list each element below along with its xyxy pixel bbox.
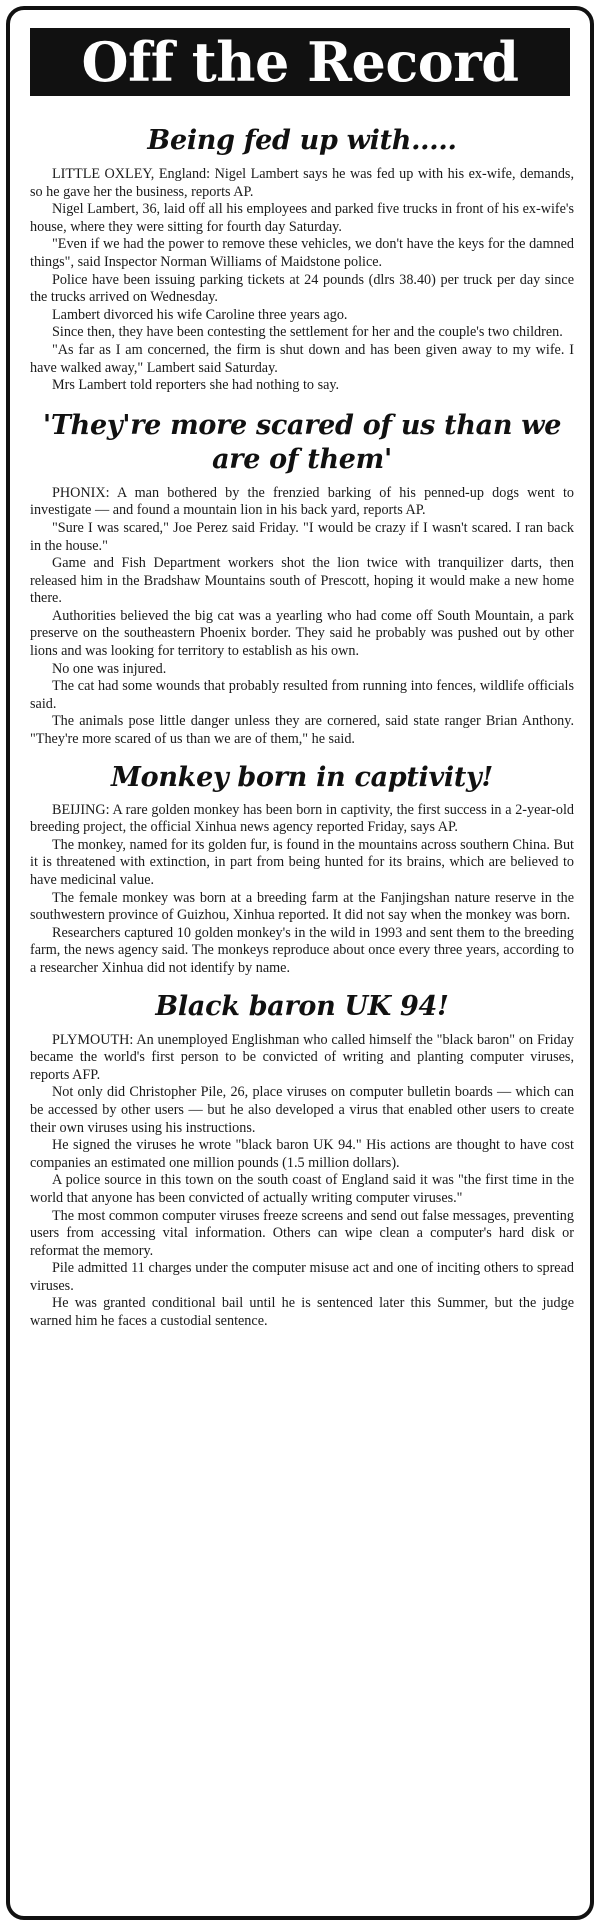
paragraph: PHONIX: A man bothered by the frenzied barking of his penned-up dogs went to investigate — and found a mountain lion in his back yard, reports AP.: [30, 484, 574, 519]
paragraph: "As far as I am concerned, the firm is shut down and has been given away to my wife. I have walked away," Lambert said Saturday.: [30, 341, 574, 376]
paragraph: Lambert divorced his wife Caroline three years ago.: [52, 306, 348, 323]
paragraph: The female monkey was born at a breeding farm at the Fanjingshan nature reserve in the southwestern province of Guizhou, Xinhua reported. It did not say when the monkey was born.: [30, 889, 574, 924]
paragraph: "Even if we had the power to remove these vehicles, we don't have the keys for the damned things", said Inspector Norman Williams of Maidstone police.: [30, 236, 574, 270]
headline: Monkey born in captivity!: [111, 761, 493, 793]
headline: Being fed up with.....: [147, 125, 457, 156]
paragraph: Nigel Lambert, 36, laid off all his employees and parked five trucks in front of his ex-wife's house, where they were sitting for fourth day Saturday.: [30, 201, 574, 235]
paragraph: "Sure I was scared," Joe Perez said Friday. "I would be crazy if I wasn't scared. I ran back in the house.": [30, 519, 574, 554]
paragraph: The monkey, named for its golden fur, is found in the mountains across southern China. But it is threatened with extinction, in part from being hunted for its brains, which are believed to have medicinal value.: [30, 836, 574, 888]
masthead-title: Off the Record: [30, 28, 570, 96]
column-content: [30, 106, 574, 1331]
paragraph: No one was injured.: [52, 660, 167, 677]
paragraph: He was granted conditional bail until he is sentenced later this Summer, but the judge warned him he faces a custodial sentence.: [30, 1295, 574, 1330]
paragraph: A police source in this town on the south coast of England said it was "the first time in the world that anyone has been convicted of actually writing computer viruses.": [30, 1172, 574, 1206]
paragraph: Game and Fish Department workers shot the lion twice with tranquilizer darts, then released him in the Bradshaw Mountains south of Prescott, hoping it would make a new home there.: [30, 555, 574, 607]
paragraph: LITTLE OXLEY, England: Nigel Lambert says he was fed up with his ex-wife, demands, so he gave her the business, reports AP.: [30, 166, 574, 200]
article-monkey: [30, 761, 574, 978]
paragraph: Mrs Lambert told reporters she had nothing to say.: [52, 377, 340, 394]
paragraph: Not only did Christopher Pile, 26, place viruses on computer bulletin boards — which can be accessed by other users — but he also developed a virus that enabled other users to create their own viruses using his instructions.: [30, 1084, 574, 1136]
paragraph: Authorities believed the big cat was a yearling who had come off South Mountain, a park preserve on the southeastern Phoenix border. They said he probably was pushed out by other lions and was looking for territory to establish as his own.: [30, 607, 574, 660]
paragraph: Since then, they have been contesting the settlement for her and the couple's two children.: [52, 324, 563, 341]
article-scared: [30, 409, 574, 749]
article-fed-up: [30, 124, 574, 395]
paragraph: PLYMOUTH: An unemployed Englishman who called himself the "black baron" on Friday became the world's first person to be convicted of writing and planting computer viruses, reports AFP.: [30, 1031, 574, 1083]
article-black-baron: [30, 990, 574, 1331]
paragraph: The cat had some wounds that probably resulted from running into fences, wildlife officials said.: [30, 678, 574, 712]
clipping-frame: [6, 6, 594, 1920]
paragraph: The most common computer viruses freeze screens and send out false messages, preventing users from accessing vital information. Others can wipe clean a computer's hard disk or reformat the memory.: [30, 1207, 574, 1259]
paragraph: Pile admitted 11 charges under the computer misuse act and one of inciting others to spread viruses.: [30, 1260, 574, 1294]
paragraph: Researchers captured 10 golden monkey's in the wild in 1993 and sent them to the breeding farm, the news agency said. The monkeys reproduce about once every three years, according to a researcher Xinhua did not identify by name.: [30, 924, 574, 976]
paragraph: Police have been issuing parking tickets at 24 pounds (dlrs 38.40) per truck per day since the trucks arrived on Wednesday.: [30, 271, 574, 306]
paragraph: The animals pose little danger unless they are cornered, said state ranger Brian Anthony. "They're more scared of us than we are of them," he said.: [30, 713, 574, 748]
paragraph: BEIJING: A rare golden monkey has been born in captivity, the first success in a 2-year-old breeding project, the official Xinhua news agency reported Friday, says AP.: [30, 801, 574, 836]
headline: 'They're more scared of us than we are of them': [42, 409, 562, 475]
headline: Black baron UK 94!: [155, 990, 449, 1022]
paragraph: He signed the viruses he wrote "black baron UK 94." His actions are thought to have cost companies an estimated one million pounds (1.5 million dollars).: [30, 1137, 574, 1171]
